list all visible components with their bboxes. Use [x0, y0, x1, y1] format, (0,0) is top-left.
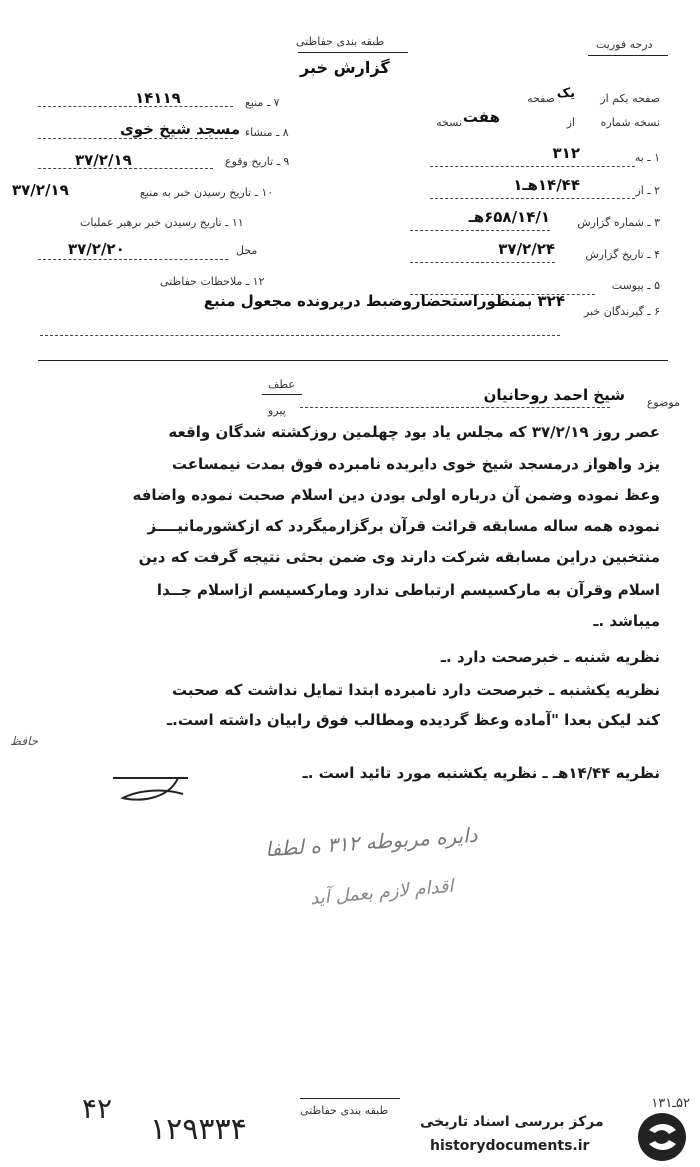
field-2-value: ۱۴/۴۴هـ۱ [513, 176, 580, 194]
field-4-value: ۳۷/۲/۲۴ [498, 240, 555, 258]
copy-line: نسخه شماره [600, 116, 660, 129]
page-number: ۴۲ [82, 1092, 113, 1125]
body-line: منتخبین دراین مسابقه شرکت دارند وی ضمن بحثی نتیجه گرفت که دین [138, 548, 660, 566]
watermark-url: historydocuments.ir [430, 1138, 590, 1154]
body-line: اسلام وقرآن به مارکسیسم ارتباطی ندارد ومارکسیسم ازاسلام جــدا [156, 581, 660, 599]
field-1-label: ۱ ـ به [634, 151, 660, 164]
divider [588, 55, 668, 56]
divider [38, 360, 668, 361]
dotted-line [38, 106, 233, 107]
field-1-value: ۳۱۲ [552, 144, 580, 162]
classification-top: طبقه بندی حفاظتی [296, 35, 385, 48]
field-6-value: ۳۲۴ بمنظوراستحضاروضبط درپرونده مجعول منبع [203, 292, 565, 310]
subject-value: شیخ احمد روحانیان [483, 386, 625, 404]
dotted-line [38, 168, 213, 169]
field-4-label: ۴ ـ تاریخ گزارش [585, 248, 660, 261]
field-8-label: ۸ ـ منشاء [245, 126, 289, 139]
field-11-label: ۱۱ ـ تاریخ رسیدن خبر برهبر عملیات [80, 216, 244, 229]
copy-value: هفت [462, 108, 500, 126]
field-3-value: ۶۵۸/۱۴/۱هـ [468, 208, 550, 226]
urgency-label: درجه فوریت [596, 38, 653, 51]
watermark-logo-icon [635, 1110, 689, 1164]
body-line: نموده همه ساله مسابقه قرائت قرآن برگزارمیگردد که ازکشورمانیــــز [147, 517, 660, 535]
doc-type-title: گزارش خبر [300, 58, 390, 77]
field-3-label: ۳ ـ شماره گزارش [577, 216, 660, 229]
body-line: عصر روز ۳۷/۲/۱۹ که مجلس یاد بود چهلمین روزکشته شدگان واقعه [168, 423, 660, 441]
archive-number: ۱۲۹۳۳۴ [150, 1112, 247, 1147]
field-11-place: محل [236, 244, 258, 257]
classification-bottom: طبقه بندی حفاظتی [300, 1104, 389, 1117]
body-line: یزد واهواز درمسجد شیخ خوی دایربده نامبرده فوق بمدت نیمساعت [171, 455, 660, 473]
atf-label: عطف [268, 378, 295, 391]
dotted-line [38, 259, 228, 260]
field-7-label: ۷ ـ منبع [245, 96, 280, 109]
body-line: وعظ نموده وضمن آن درباره اولی بودن دین اسلام صحبت نموده واضافه [132, 486, 660, 504]
margin-note: حافظ [10, 734, 39, 748]
field-9-value: ۳۷/۲/۱۹ [75, 151, 132, 169]
handwritten-note-2: اقدام لازم بعمل آید [309, 875, 455, 910]
page-line: صفحه یکم از [600, 92, 660, 105]
dotted-line [300, 407, 610, 408]
divider [262, 394, 302, 395]
divider [298, 52, 408, 53]
page-word: صفحه [527, 92, 555, 105]
peyro-label: پیرو [268, 404, 286, 417]
form-code: ۵۲ـ۱۳۱ [651, 1096, 690, 1111]
dotted-line [430, 166, 635, 167]
handwritten-note-1: دایره مربوطه ۳۱۲ ه لطفا [264, 822, 479, 862]
field-7-value: ۱۴۱۱۹ [135, 89, 181, 107]
field-10-value: ۳۷/۲/۱۹ [12, 181, 69, 199]
signature-mark [108, 770, 198, 810]
body-line: نظریه شنبه ـ خبرصحت دارد .ـ [440, 648, 660, 666]
dotted-line [410, 230, 550, 231]
dotted-line [430, 198, 635, 199]
field-9-label: ۹ ـ تاریخ وقوع [225, 155, 290, 168]
field-6-label: ۶ ـ گیرندگان خبر [584, 305, 660, 318]
field-12-label: ۱۲ ـ ملاحظات حفاظتی [160, 275, 265, 288]
body-line: نظریه ۱۴/۴۴هـ ـ نظریه یکشنبه مورد تائید است .ـ [302, 764, 660, 782]
body-line: نظریه یکشنبه ـ خبرصحت دارد نامبرده ابتدا تمایل نداشت که صحبت [171, 681, 660, 699]
page-value: یک [556, 86, 575, 101]
field-8-value: مسجد شیخ خوی [120, 120, 241, 138]
field-2-label: ۲ ـ از [635, 184, 660, 197]
body-line: کند لیکن بعدا "آماده وعظ گردیده ومطالب فوق رابیان داشته است.ـ [167, 711, 660, 729]
watermark-name: مرکز بررسی اسناد تاریخی [420, 1114, 604, 1130]
subject-label: موضوع [646, 396, 680, 409]
dotted-line [38, 138, 233, 139]
copy-word: نسخه [436, 116, 462, 129]
dotted-line [40, 335, 560, 336]
field-11-value: ۳۷/۲/۲۰ [68, 240, 125, 258]
copy-of: از [566, 116, 575, 129]
divider [300, 1098, 400, 1099]
body-line: میباشد .ـ [593, 612, 660, 630]
field-5-label: ۵ ـ پیوست [611, 279, 660, 292]
field-10-label: ۱۰ ـ تاریخ رسیدن خبر به منبع [140, 186, 274, 199]
dotted-line [410, 262, 555, 263]
